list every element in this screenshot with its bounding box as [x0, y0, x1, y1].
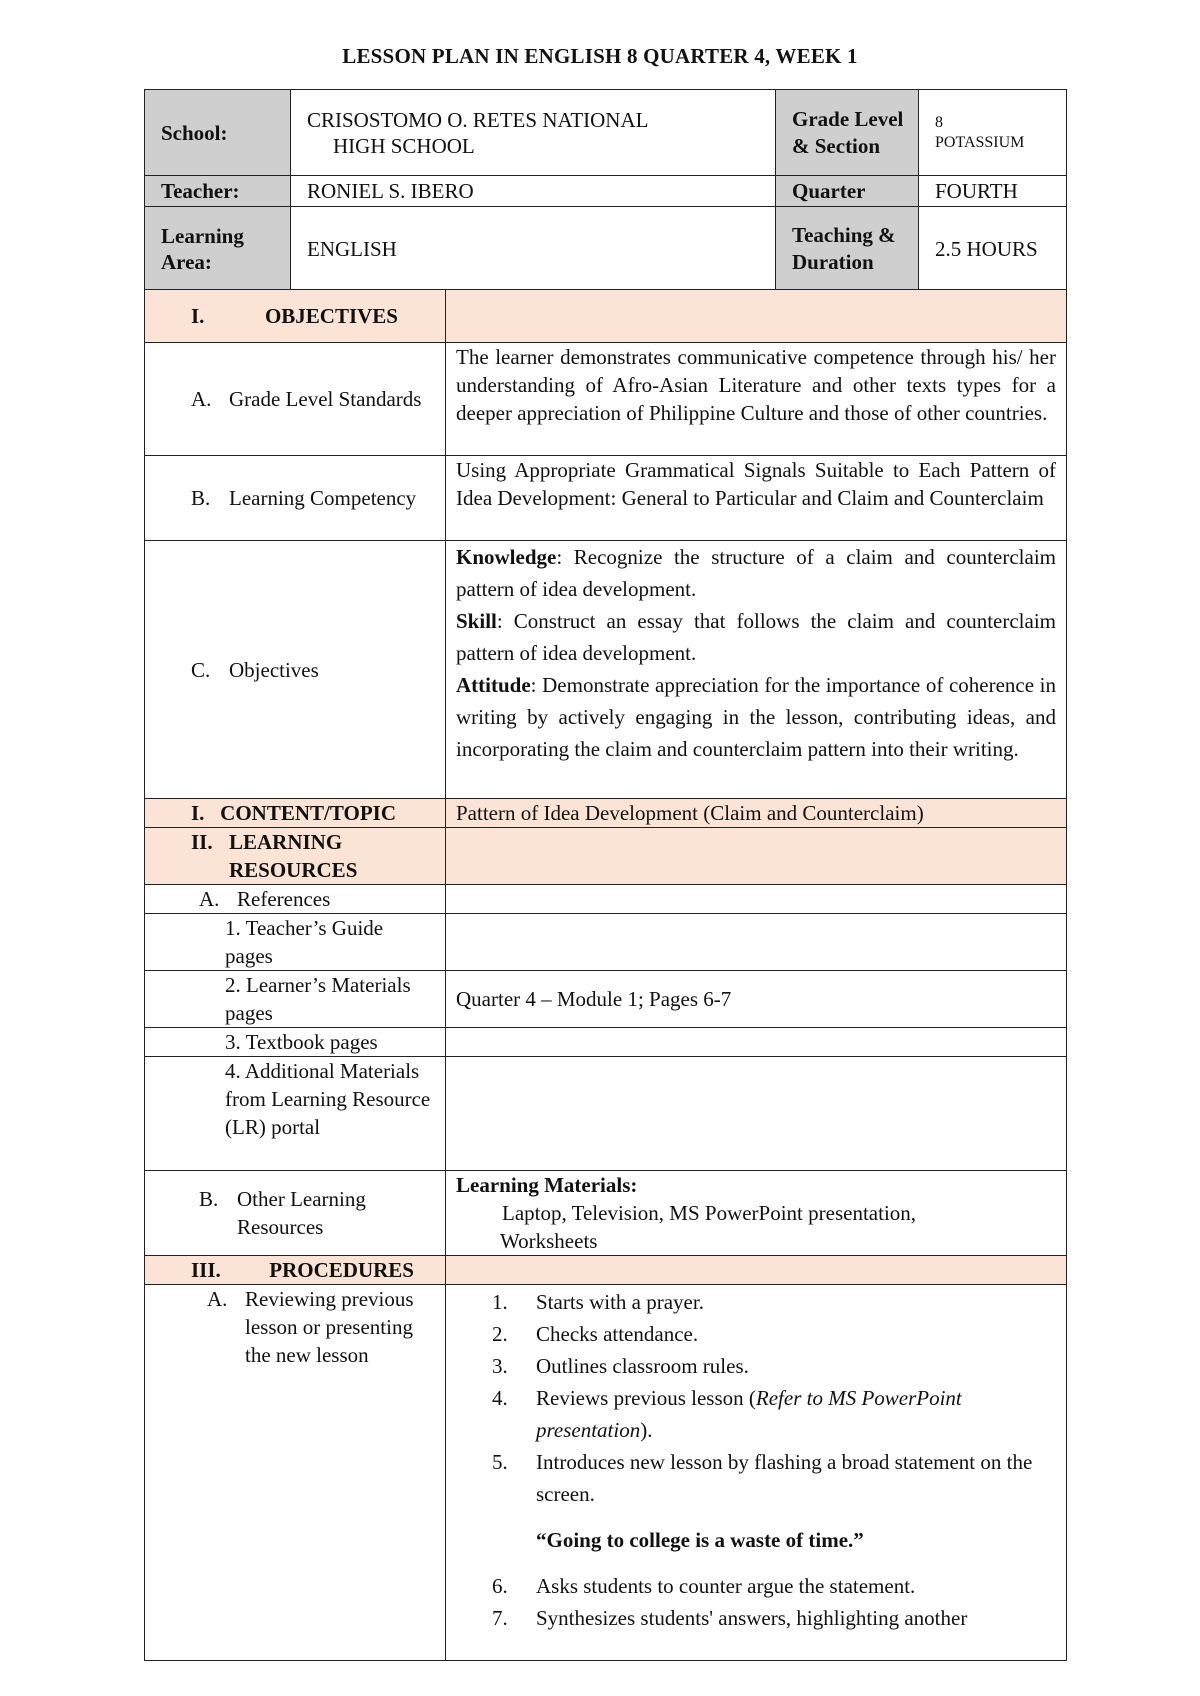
learning-materials-line2: Worksheets	[500, 1229, 598, 1253]
procedures-heading: PROCEDURES	[269, 1258, 414, 1282]
skill-label: Skill	[456, 609, 497, 633]
step-text: Checks attendance.	[536, 1322, 699, 1346]
lesson-table	[144, 289, 1067, 1661]
learning-materials-label: Learning Materials:	[456, 1173, 638, 1197]
learners-materials-row	[145, 971, 1067, 1028]
step-text: Introduces new lesson by flashing a broad statement on the screen.	[536, 1450, 1033, 1506]
document-title: LESSON PLAN IN ENGLISH 8 QUARTER 4, WEEK 1	[342, 44, 858, 68]
objectives-text	[446, 541, 1067, 799]
step-number: 7.	[492, 1606, 508, 1630]
learners-materials-value: Quarter 4 – Module 1; Pages 6-7	[446, 971, 1067, 1028]
step-text-italic: Refer to MS PowerPoint presentation	[536, 1386, 962, 1442]
textbook-value	[446, 1028, 1067, 1057]
teacher-value: RONIEL S. IBERO	[291, 176, 776, 207]
grade-level-letter: A.	[191, 387, 212, 411]
additional-materials-row	[145, 1057, 1067, 1171]
objectives-label: Objectives	[229, 657, 319, 682]
grade-level-standards-row	[145, 343, 1067, 456]
content-heading: I. CONTENT/TOPIC	[145, 799, 446, 828]
header-table	[144, 89, 1067, 291]
school-value	[291, 90, 776, 176]
learning-materials	[446, 1171, 1067, 1256]
learning-competency-row	[145, 456, 1067, 541]
step-number: 3.	[492, 1354, 508, 1378]
step-text: Synthesizes students' answers, highlighting another	[536, 1606, 968, 1630]
school-value-line1: CRISOSTOMO O. RETES NATIONAL	[307, 107, 649, 132]
procedure-list	[456, 1286, 1056, 1510]
teachers-guide-value	[446, 914, 1067, 971]
grade-level-label: Grade Level Standards	[229, 387, 422, 411]
skill-text: : Construct an essay that follows the claim and counterclaim pattern of idea development.	[456, 609, 1056, 665]
grade-level-text: The learner demonstrates communicative competence through his/ her understanding of Afro-Asian Literature and other texts types for a deeper appreciation of Philippine Culture and those of other countries.	[446, 343, 1067, 456]
textbook-label: 3. Textbook pages	[145, 1028, 446, 1057]
grade-value-line2: POTASSIUM	[935, 133, 1025, 151]
textbook-row	[145, 1028, 1067, 1057]
learning-area-value: ENGLISH	[291, 207, 776, 291]
step-number: 6.	[492, 1574, 508, 1598]
review-label: Reviewing previous lesson or presenting the new lesson	[245, 1287, 414, 1367]
review-letter: A.	[207, 1287, 228, 1311]
resources-heading-row	[145, 828, 1067, 885]
content-value: Pattern of Idea Development (Claim and Counterclaim)	[446, 799, 1067, 828]
duration-label: Teaching & Duration	[776, 207, 919, 291]
step-number: 1.	[492, 1290, 508, 1314]
references-label: References	[237, 887, 331, 911]
learning-materials-line1: Laptop, Television, MS PowerPoint presentation,	[502, 1201, 917, 1225]
broad-statement-quote: “Going to college is a waste of time.”	[536, 1528, 864, 1552]
step-text: Outlines classroom rules.	[536, 1354, 749, 1378]
list-item	[456, 1446, 1056, 1510]
teachers-guide-label: 1. Teacher’s Guide pages	[145, 914, 446, 971]
attitude-text: : Demonstrate appreciation for the importance of coherence in writing by actively engaging in the lesson, contributing ideas, and incorporating the claim and counterclaim pattern into their writing.	[456, 673, 1056, 761]
references-letter: A.	[199, 887, 220, 911]
competency-label: Learning Competency	[229, 486, 417, 510]
procedure-list-continued	[456, 1570, 1056, 1634]
objectives-heading-row	[145, 290, 1067, 343]
review-lesson-row	[145, 1285, 1067, 1661]
quarter-value: FOURTH	[919, 176, 1067, 207]
list-item	[456, 1602, 1056, 1634]
knowledge-label: Knowledge	[456, 545, 557, 569]
procedures-heading-row	[145, 1256, 1067, 1285]
step-number: 4.	[492, 1386, 508, 1410]
step-text: Asks students to counter argue the statement.	[536, 1574, 916, 1598]
step-text: Starts with a prayer.	[536, 1290, 704, 1314]
objectives-row	[145, 541, 1067, 799]
content-topic-row	[145, 799, 1067, 828]
objectives-heading: OBJECTIVES	[264, 304, 398, 328]
list-item	[456, 1570, 1056, 1602]
step-text-after: ).	[640, 1418, 653, 1442]
objectives-heading-num: I.	[191, 304, 205, 328]
attitude-label: Attitude	[456, 673, 531, 697]
learning-area-label: Learning Area:	[145, 207, 291, 291]
step-number: 2.	[492, 1322, 508, 1346]
school-value-line2: HIGH SCHOOL	[333, 133, 475, 158]
other-resources-row	[145, 1171, 1067, 1256]
other-resources-label: Other Learning Resources	[237, 1187, 366, 1239]
resources-heading-num: II.	[191, 830, 213, 854]
teacher-label: Teacher:	[145, 176, 291, 207]
references-row	[145, 885, 1067, 914]
teachers-guide-row	[145, 914, 1067, 971]
duration-value: 2.5 HOURS	[919, 207, 1067, 291]
step-text-before: Reviews previous lesson (	[536, 1386, 756, 1410]
step-number: 5.	[492, 1450, 508, 1474]
objectives-letter: C.	[191, 657, 211, 682]
list-item	[456, 1350, 1056, 1382]
grade-value	[919, 90, 1067, 176]
list-item	[456, 1318, 1056, 1350]
grade-label: Grade Level & Section	[776, 90, 919, 176]
procedures-heading-num: III.	[191, 1258, 221, 1282]
school-label: School:	[145, 90, 291, 176]
additional-materials-value	[446, 1057, 1067, 1171]
quarter-label: Quarter	[776, 176, 919, 207]
additional-materials-label: 4. Additional Materials from Learning Resource (LR) portal	[145, 1057, 446, 1171]
other-resources-letter: B.	[199, 1187, 219, 1211]
list-item	[456, 1286, 1056, 1318]
resources-heading: LEARNING RESOURCES	[229, 830, 358, 882]
competency-text: Using Appropriate Grammatical Signals Suitable to Each Pattern of Idea Development: General to Particular and Claim and Counterclaim	[446, 456, 1067, 541]
grade-value-line1: 8	[935, 113, 943, 131]
competency-letter: B.	[191, 486, 211, 510]
learners-materials-label: 2. Learner’s Materials pages	[145, 971, 446, 1028]
review-steps	[446, 1285, 1067, 1661]
step-text	[536, 1382, 1056, 1446]
knowledge-text: : Recognize the structure of a claim and counterclaim pattern of idea development.	[456, 545, 1056, 601]
list-item	[456, 1382, 1056, 1446]
